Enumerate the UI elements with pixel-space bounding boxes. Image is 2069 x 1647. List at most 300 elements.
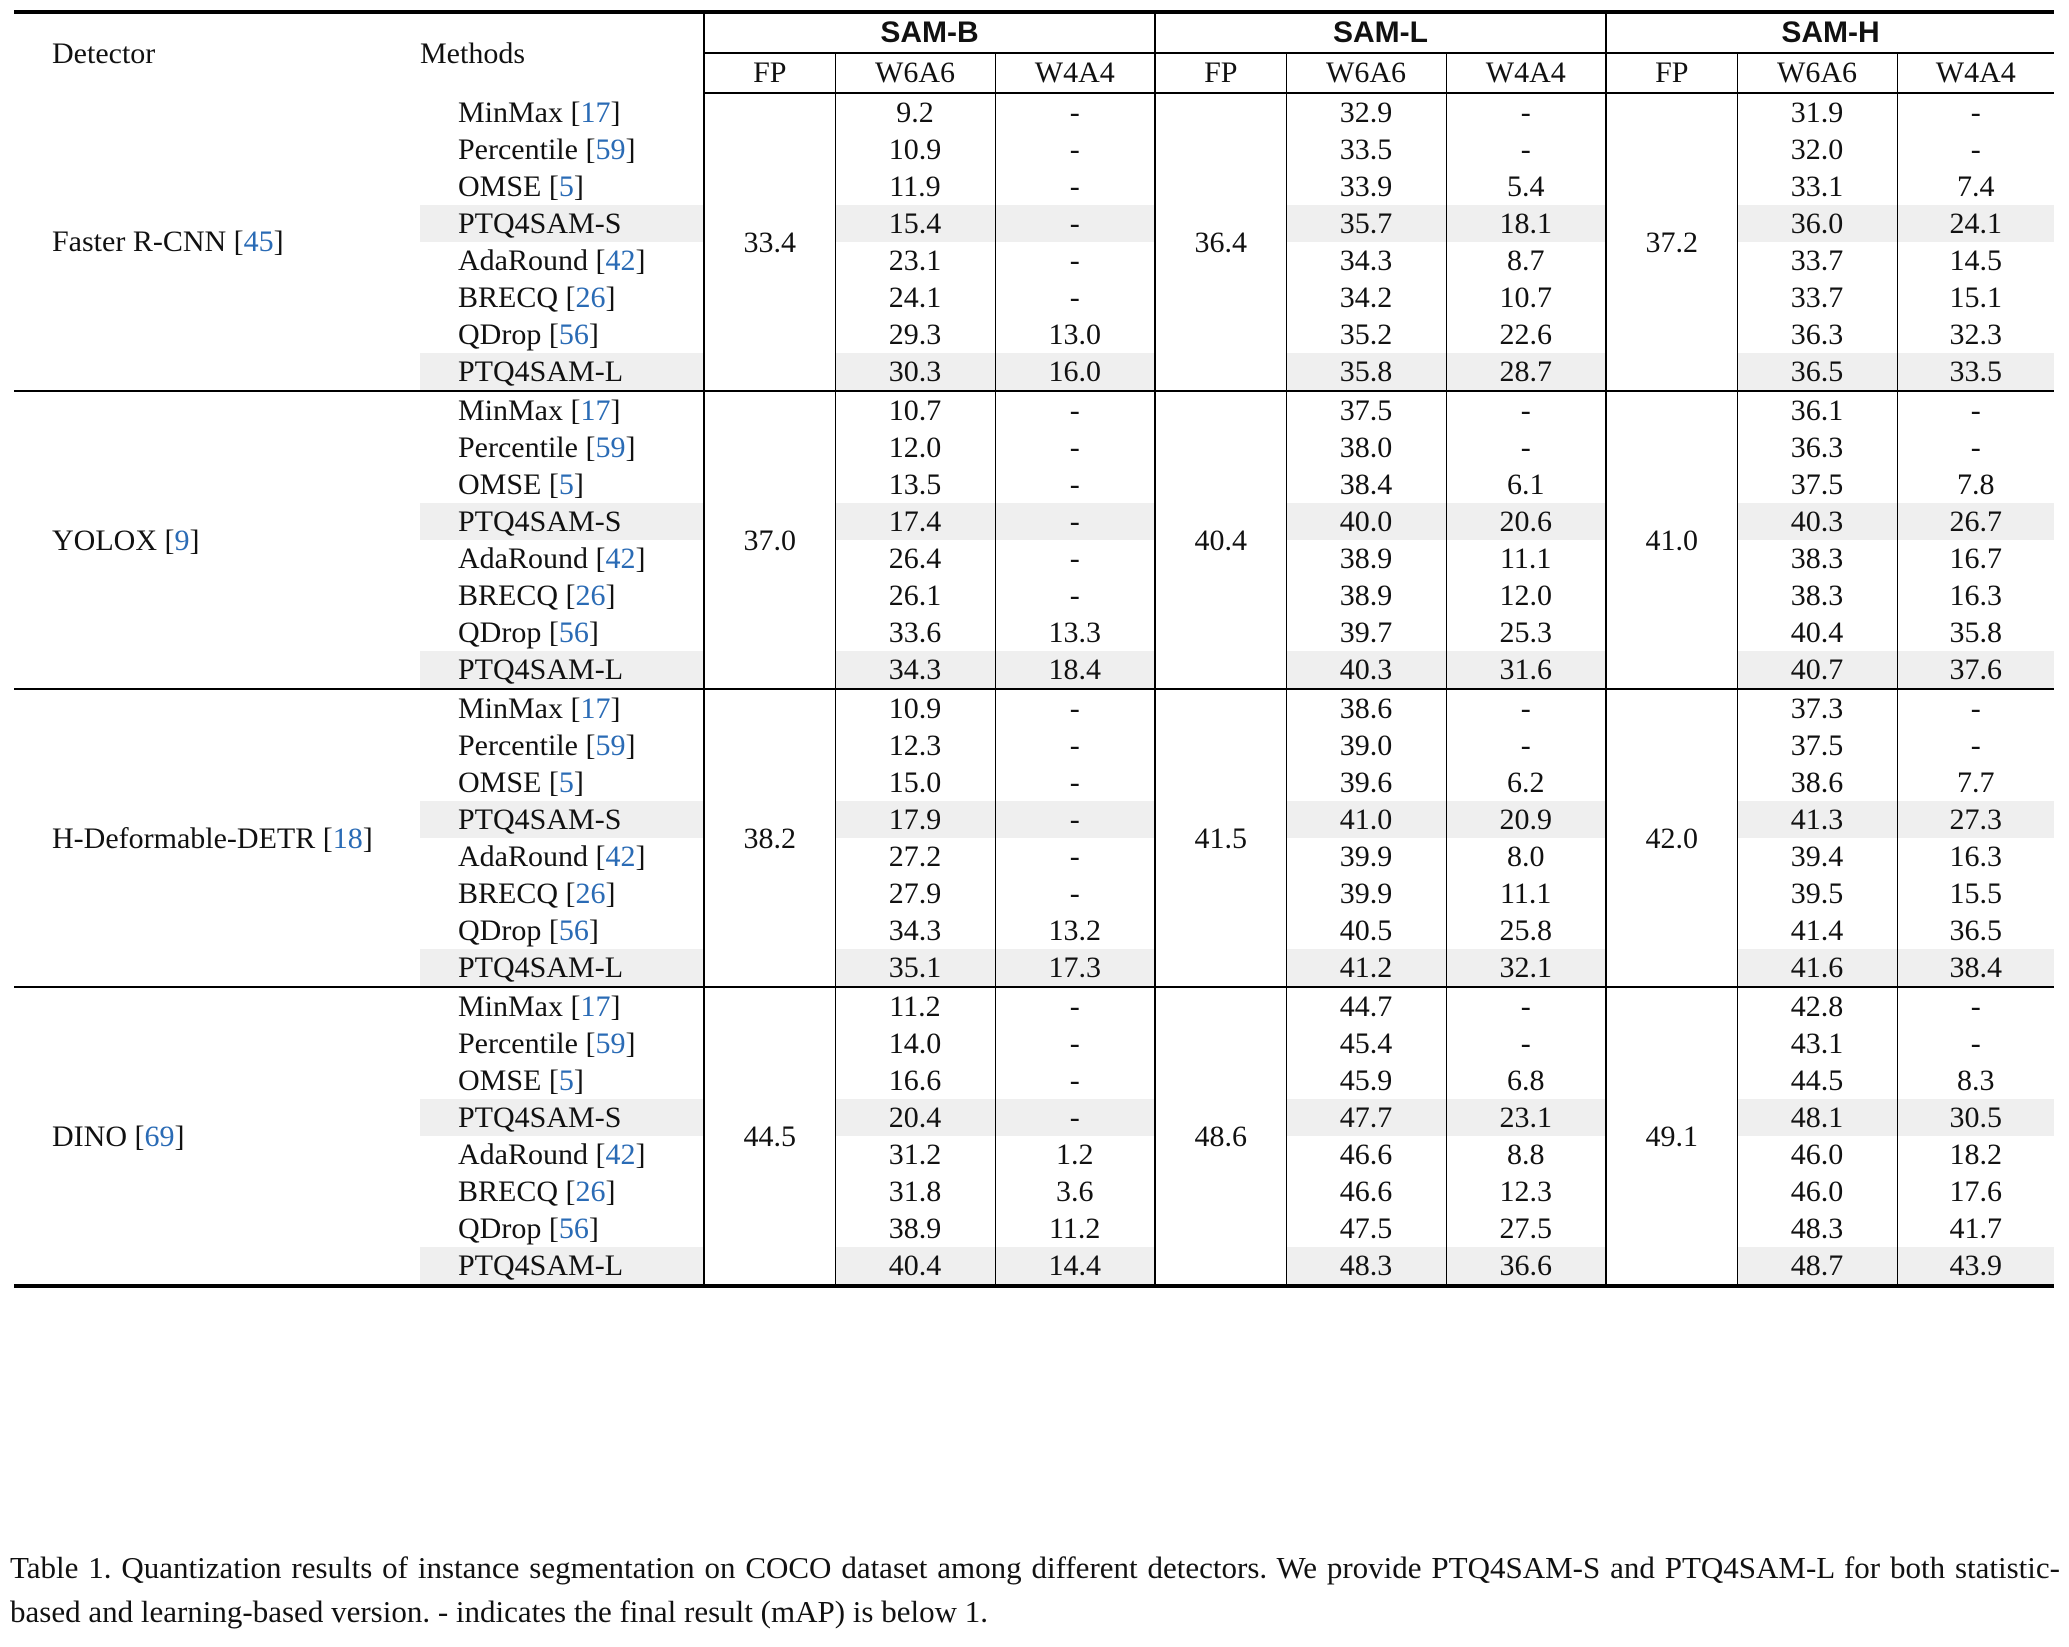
w4a4-value: 25.3 (1446, 614, 1606, 651)
method-name: PTQ4SAM-S (458, 803, 622, 836)
w6a6-value: 33.5 (1286, 131, 1446, 168)
w6a6-value: 33.6 (835, 614, 995, 651)
detector-cell: Faster R-CNN [45] (52, 225, 284, 258)
method-name: BRECQ (458, 281, 559, 314)
method-citation-link[interactable]: 5 (558, 170, 574, 203)
w4a4-value: - (995, 727, 1155, 764)
w6a6-value: 34.3 (835, 912, 995, 949)
method-name: QDrop (458, 914, 542, 947)
method-cell: Percentile [59] (458, 133, 636, 166)
w4a4-value: 6.2 (1446, 764, 1606, 801)
method-citation-link[interactable]: 42 (605, 542, 636, 575)
w6a6-value: 33.7 (1737, 279, 1897, 316)
method-cell: MinMax [17] (458, 95, 621, 129)
method-cell: BRECQ [26] (458, 1175, 616, 1208)
detector-cell: YOLOX [9] (14, 391, 420, 689)
header-fp: FP (1606, 53, 1737, 93)
w4a4-value: 20.9 (1446, 801, 1606, 838)
w6a6-value: 14.0 (835, 1025, 995, 1062)
w6a6-value: 37.5 (1737, 466, 1897, 503)
method-name: OMSE (458, 170, 542, 203)
w6a6-value: 38.6 (1286, 689, 1446, 727)
w6a6-value: 39.0 (1286, 727, 1446, 764)
w4a4-value: - (1897, 391, 2054, 429)
header-w6a6: W6A6 (1737, 53, 1897, 93)
method-citation-link[interactable]: 17 (580, 95, 611, 129)
w6a6-value: 40.7 (1737, 651, 1897, 689)
method-name: BRECQ (458, 1175, 559, 1208)
method-name: PTQ4SAM-S (458, 207, 622, 240)
method-cell (420, 801, 704, 838)
header-fp: FP (1155, 53, 1286, 93)
w6a6-value: 38.3 (1737, 540, 1897, 577)
w4a4-value: - (995, 93, 1155, 131)
w4a4-value: - (995, 429, 1155, 466)
w4a4-value: 27.3 (1897, 801, 2054, 838)
detector-citation-link[interactable]: 18 (332, 821, 363, 855)
fp-value: 40.4 (1155, 391, 1286, 689)
method-citation-link[interactable]: 42 (605, 244, 636, 277)
w6a6-value: 13.5 (835, 466, 995, 503)
method-name: BRECQ (458, 579, 559, 612)
w6a6-value: 27.2 (835, 838, 995, 875)
method-cell (420, 205, 704, 242)
w4a4-value: 28.7 (1446, 353, 1606, 391)
method-cell: BRECQ [26] (458, 877, 616, 910)
w4a4-value: 15.1 (1897, 279, 2054, 316)
w6a6-value: 33.7 (1737, 242, 1897, 279)
w4a4-value: 10.7 (1446, 279, 1606, 316)
method-name: AdaRound (458, 542, 588, 575)
method-cell: QDrop [56] (458, 914, 599, 947)
method-name: PTQ4SAM-L (458, 1249, 624, 1282)
w6a6-value: 11.9 (835, 168, 995, 205)
method-cell: Percentile [59] (458, 729, 636, 762)
w6a6-value: 26.4 (835, 540, 995, 577)
w6a6-value: 35.8 (1286, 353, 1446, 391)
w4a4-value: 12.3 (1446, 1173, 1606, 1210)
table-row (14, 987, 2054, 1025)
w4a4-value: 8.8 (1446, 1136, 1606, 1173)
w4a4-value: 11.2 (995, 1210, 1155, 1247)
w4a4-value: - (1897, 987, 2054, 1025)
method-name: OMSE (458, 468, 542, 501)
w4a4-value: - (995, 689, 1155, 727)
w6a6-value: 41.6 (1737, 949, 1897, 987)
method-cell: OMSE [5] (458, 170, 584, 203)
detector-cell: DINO [69] (14, 987, 420, 1286)
w4a4-value: 41.7 (1897, 1210, 2054, 1247)
w6a6-value: 38.0 (1286, 429, 1446, 466)
w4a4-value: 16.0 (995, 353, 1155, 391)
w4a4-value: 11.1 (1446, 875, 1606, 912)
method-cell: OMSE [5] (458, 766, 584, 799)
w4a4-value: - (995, 577, 1155, 614)
method-cell (420, 651, 704, 689)
method-citation-link[interactable]: 26 (575, 1175, 606, 1208)
fp-value: 42.0 (1606, 689, 1737, 987)
w6a6-value: 40.0 (1286, 503, 1446, 540)
w6a6-value: 10.7 (835, 391, 995, 429)
method-name: AdaRound (458, 1138, 588, 1171)
w4a4-value: 17.6 (1897, 1173, 2054, 1210)
w4a4-value: - (1897, 1025, 2054, 1062)
fp-value: 41.5 (1155, 689, 1286, 987)
w6a6-value: 38.4 (1286, 466, 1446, 503)
w4a4-value: - (1897, 689, 2054, 727)
method-name: QDrop (458, 616, 542, 649)
w4a4-value: 6.8 (1446, 1062, 1606, 1099)
header-w6a6: W6A6 (835, 53, 995, 93)
method-citation-link[interactable]: 26 (575, 877, 606, 910)
method-citation-link[interactable]: 17 (580, 394, 611, 427)
w4a4-value: 12.0 (1446, 577, 1606, 614)
method-citation-link[interactable]: 17 (580, 990, 611, 1023)
method-cell: Percentile [59] (458, 1027, 636, 1060)
detector-citation-link[interactable]: 69 (144, 1119, 175, 1153)
table-row (14, 689, 2054, 727)
method-name: Percentile (458, 133, 578, 166)
method-cell: MinMax [17] (420, 987, 704, 1025)
method-name: PTQ4SAM-L (458, 355, 624, 388)
w6a6-value: 24.1 (835, 279, 995, 316)
w4a4-value: 3.6 (995, 1173, 1155, 1210)
w4a4-value: 15.5 (1897, 875, 2054, 912)
header-detector: Detector (52, 36, 156, 70)
w6a6-value: 12.3 (835, 727, 995, 764)
w6a6-value: 44.5 (1737, 1062, 1897, 1099)
w4a4-value: 38.4 (1897, 949, 2054, 987)
w6a6-value: 40.4 (835, 1247, 995, 1286)
w6a6-value: 46.0 (1737, 1136, 1897, 1173)
fp-value: 36.4 (1155, 93, 1286, 391)
w4a4-value: 8.7 (1446, 242, 1606, 279)
w4a4-value: - (995, 131, 1155, 168)
w6a6-value: 15.4 (835, 205, 995, 242)
method-cell: QDrop [56] (458, 318, 599, 351)
method-name: PTQ4SAM-L (458, 653, 624, 686)
method-citation-link[interactable]: 56 (558, 318, 589, 351)
method-cell: BRECQ [26] (458, 281, 616, 314)
w6a6-value: 35.7 (1286, 205, 1446, 242)
w6a6-value: 39.9 (1286, 838, 1446, 875)
method-citation-link[interactable]: 59 (595, 729, 626, 762)
method-name: PTQ4SAM-S (458, 1101, 622, 1134)
fp-value: 38.2 (704, 689, 835, 987)
method-name: QDrop (458, 318, 542, 351)
w6a6-value: 32.9 (1286, 93, 1446, 131)
w6a6-value: 33.9 (1286, 168, 1446, 205)
w4a4-value: - (1897, 131, 2054, 168)
method-cell: MinMax [17] (420, 391, 704, 429)
w4a4-value: - (995, 838, 1155, 875)
method-cell: BRECQ [26] (458, 579, 616, 612)
w4a4-value: 43.9 (1897, 1247, 2054, 1286)
w6a6-value: 27.9 (835, 875, 995, 912)
w6a6-value: 11.2 (835, 987, 995, 1025)
w4a4-value: - (995, 466, 1155, 503)
fp-value: 44.5 (704, 987, 835, 1286)
table-body (14, 93, 2054, 1288)
w4a4-value: 14.5 (1897, 242, 2054, 279)
w4a4-value: - (1446, 1025, 1606, 1062)
w4a4-value: - (1446, 987, 1606, 1025)
method-citation-link[interactable]: 26 (575, 579, 606, 612)
w4a4-value: 18.2 (1897, 1136, 2054, 1173)
w6a6-value: 34.2 (1286, 279, 1446, 316)
w4a4-value: 8.3 (1897, 1062, 2054, 1099)
w4a4-value: - (1446, 429, 1606, 466)
method-name: Percentile (458, 1027, 578, 1060)
method-citation-link[interactable]: 42 (605, 840, 636, 873)
method-name: BRECQ (458, 877, 559, 910)
w6a6-value: 38.3 (1737, 577, 1897, 614)
w6a6-value: 29.3 (835, 316, 995, 353)
method-name: OMSE (458, 766, 542, 799)
method-citation-link[interactable]: 5 (558, 468, 574, 501)
w6a6-value: 38.9 (835, 1210, 995, 1247)
w6a6-value: 38.6 (1737, 764, 1897, 801)
bottom-rule (14, 1286, 2054, 1288)
w4a4-value: 5.4 (1446, 168, 1606, 205)
w6a6-value: 46.6 (1286, 1173, 1446, 1210)
method-citation-link[interactable]: 26 (575, 281, 606, 314)
w6a6-value: 20.4 (835, 1099, 995, 1136)
w4a4-value: 27.5 (1446, 1210, 1606, 1247)
method-name: QDrop (458, 1212, 542, 1245)
header-fp: FP (704, 53, 835, 93)
w4a4-value: 13.0 (995, 316, 1155, 353)
w6a6-value: 47.7 (1286, 1099, 1446, 1136)
method-cell (420, 1247, 704, 1286)
w6a6-value: 31.2 (835, 1136, 995, 1173)
method-citation-link[interactable]: 59 (595, 1027, 626, 1060)
w4a4-value: 32.1 (1446, 949, 1606, 987)
w4a4-value: 31.6 (1446, 651, 1606, 689)
method-cell: AdaRound [42] (458, 1138, 646, 1171)
w4a4-value: 6.1 (1446, 466, 1606, 503)
header-methods: Methods (420, 36, 525, 70)
w6a6-value: 48.7 (1737, 1247, 1897, 1286)
w6a6-value: 42.8 (1737, 987, 1897, 1025)
w6a6-value: 26.1 (835, 577, 995, 614)
w4a4-value: 37.6 (1897, 651, 2054, 689)
method-name: AdaRound (458, 840, 588, 873)
w4a4-value: - (995, 503, 1155, 540)
fp-value: 49.1 (1606, 987, 1737, 1286)
w4a4-value: - (995, 764, 1155, 801)
w4a4-value: - (1897, 93, 2054, 131)
w4a4-value: 32.3 (1897, 316, 2054, 353)
method-name: MinMax (458, 990, 563, 1023)
w6a6-value: 40.3 (1737, 503, 1897, 540)
fp-value: 48.6 (1155, 987, 1286, 1286)
method-cell: AdaRound [42] (458, 840, 646, 873)
w4a4-value: 33.5 (1897, 353, 2054, 391)
w4a4-value: 7.7 (1897, 764, 2054, 801)
w4a4-value: - (1446, 93, 1606, 131)
w4a4-value: - (1446, 689, 1606, 727)
method-cell: AdaRound [42] (458, 244, 646, 277)
w6a6-value: 10.9 (835, 689, 995, 727)
w6a6-value: 35.1 (835, 949, 995, 987)
w4a4-value: - (995, 242, 1155, 279)
method-citation-link[interactable]: 59 (595, 431, 626, 464)
w6a6-value: 48.1 (1737, 1099, 1897, 1136)
w4a4-value: 17.3 (995, 949, 1155, 987)
w4a4-value: 30.5 (1897, 1099, 2054, 1136)
detector-name: Faster R-CNN (52, 225, 227, 258)
method-cell: OMSE [5] (458, 1064, 584, 1097)
method-name: MinMax (458, 394, 563, 427)
w4a4-value: - (1446, 131, 1606, 168)
detector-name: DINO (52, 1119, 127, 1153)
w4a4-value: 16.7 (1897, 540, 2054, 577)
w4a4-value: 18.1 (1446, 205, 1606, 242)
w4a4-value: - (995, 1099, 1155, 1136)
w4a4-value: 16.3 (1897, 838, 2054, 875)
fp-value: 41.0 (1606, 391, 1737, 689)
method-cell: AdaRound [42] (458, 542, 646, 575)
w6a6-value: 45.4 (1286, 1025, 1446, 1062)
method-cell: QDrop [56] (458, 616, 599, 649)
w6a6-value: 48.3 (1737, 1210, 1897, 1247)
header-w4a4: W4A4 (995, 53, 1155, 93)
w4a4-value: - (995, 801, 1155, 838)
w4a4-value: 20.6 (1446, 503, 1606, 540)
w6a6-value: 40.4 (1737, 614, 1897, 651)
results-table (14, 10, 2054, 1288)
table-caption: Table 1. Quantization results of instance segmentation on COCO dataset among different detectors. We provide PTQ4SAM-S and PTQ4SAM-L for both statistic-based and learning-based version. - indicates the final result (mAP) is below 1. (10, 1550, 2060, 1629)
method-cell (420, 353, 704, 391)
method-citation-link[interactable]: 17 (580, 692, 611, 725)
w4a4-value: - (995, 875, 1155, 912)
w6a6-value: 41.0 (1286, 801, 1446, 838)
w6a6-value: 41.3 (1737, 801, 1897, 838)
method-cell: MinMax [17] (420, 689, 704, 727)
w4a4-value: 24.1 (1897, 205, 2054, 242)
w6a6-value: 12.0 (835, 429, 995, 466)
w4a4-value: 8.0 (1446, 838, 1606, 875)
w6a6-value: 16.6 (835, 1062, 995, 1099)
header-group-sam-h: SAM-H (1606, 14, 2054, 53)
method-citation-link[interactable]: 56 (558, 616, 589, 649)
w6a6-value: 34.3 (1286, 242, 1446, 279)
w4a4-value: - (995, 168, 1155, 205)
w6a6-value: 10.9 (835, 131, 995, 168)
w4a4-value: 7.8 (1897, 466, 2054, 503)
header-w4a4: W4A4 (1446, 53, 1606, 93)
w4a4-value: - (995, 205, 1155, 242)
w6a6-value: 38.9 (1286, 540, 1446, 577)
table-row (14, 391, 2054, 429)
w6a6-value: 39.9 (1286, 875, 1446, 912)
w6a6-value: 37.3 (1737, 689, 1897, 727)
w6a6-value: 31.8 (835, 1173, 995, 1210)
method-citation-link[interactable]: 5 (558, 1064, 574, 1097)
w4a4-value: - (995, 540, 1155, 577)
w6a6-value: 36.3 (1737, 429, 1897, 466)
w6a6-value: 33.1 (1737, 168, 1897, 205)
method-name: PTQ4SAM-S (458, 505, 622, 538)
w6a6-value: 48.3 (1286, 1247, 1446, 1286)
detector-citation-link[interactable]: 45 (243, 225, 274, 258)
method-citation-link[interactable]: 59 (595, 133, 626, 166)
table-row (14, 93, 2054, 131)
w4a4-value: 13.2 (995, 912, 1155, 949)
method-cell (420, 503, 704, 540)
w4a4-value: 36.6 (1446, 1247, 1606, 1286)
method-cell: Percentile [59] (458, 431, 636, 464)
w4a4-value: 11.1 (1446, 540, 1606, 577)
header-group-sam-b: SAM-B (704, 14, 1155, 53)
w4a4-value: 14.4 (995, 1247, 1155, 1286)
w6a6-value: 39.7 (1286, 614, 1446, 651)
fp-value: 37.2 (1606, 93, 1737, 391)
w6a6-value: 23.1 (835, 242, 995, 279)
method-citation-link[interactable]: 5 (558, 766, 574, 799)
w6a6-value: 46.6 (1286, 1136, 1446, 1173)
method-name: PTQ4SAM-L (458, 951, 624, 984)
fp-value: 37.0 (704, 391, 835, 689)
w6a6-value: 15.0 (835, 764, 995, 801)
w6a6-value: 44.7 (1286, 987, 1446, 1025)
method-name: AdaRound (458, 244, 588, 277)
w4a4-value: - (1446, 391, 1606, 429)
w4a4-value: - (1446, 727, 1606, 764)
w6a6-value: 36.0 (1737, 205, 1897, 242)
w4a4-value: - (1897, 727, 2054, 764)
w6a6-value: 40.5 (1286, 912, 1446, 949)
w4a4-value: 25.8 (1446, 912, 1606, 949)
w6a6-value: 45.9 (1286, 1062, 1446, 1099)
method-citation-link[interactable]: 56 (558, 1212, 589, 1245)
w4a4-value: 7.4 (1897, 168, 2054, 205)
method-name: OMSE (458, 1064, 542, 1097)
w4a4-value: 26.7 (1897, 503, 2054, 540)
method-name: Percentile (458, 431, 578, 464)
group-header-row (14, 14, 2054, 53)
w4a4-value: 1.2 (995, 1136, 1155, 1173)
w4a4-value: - (995, 279, 1155, 316)
header-group-sam-l: SAM-L (1155, 14, 1606, 53)
method-citation-link[interactable]: 42 (605, 1138, 636, 1171)
w6a6-value: 17.4 (835, 503, 995, 540)
w6a6-value: 37.5 (1737, 727, 1897, 764)
w4a4-value: - (995, 1062, 1155, 1099)
w6a6-value: 36.1 (1737, 391, 1897, 429)
w4a4-value: 35.8 (1897, 614, 2054, 651)
method-name: Percentile (458, 729, 578, 762)
method-citation-link[interactable]: 56 (558, 914, 589, 947)
detector-citation-link[interactable]: 9 (174, 523, 190, 557)
w6a6-value: 35.2 (1286, 316, 1446, 353)
w6a6-value: 17.9 (835, 801, 995, 838)
w4a4-value: 18.4 (995, 651, 1155, 689)
w4a4-value: - (1897, 429, 2054, 466)
w4a4-value: 13.3 (995, 614, 1155, 651)
w4a4-value: - (995, 1025, 1155, 1062)
w6a6-value: 38.9 (1286, 577, 1446, 614)
w6a6-value: 31.9 (1737, 93, 1897, 131)
w6a6-value: 41.4 (1737, 912, 1897, 949)
w6a6-value: 32.0 (1737, 131, 1897, 168)
detector-name: YOLOX (52, 523, 157, 557)
method-cell (420, 1099, 704, 1136)
w6a6-value: 9.2 (835, 93, 995, 131)
header-w4a4: W4A4 (1897, 53, 2054, 93)
w6a6-value: 47.5 (1286, 1210, 1446, 1247)
